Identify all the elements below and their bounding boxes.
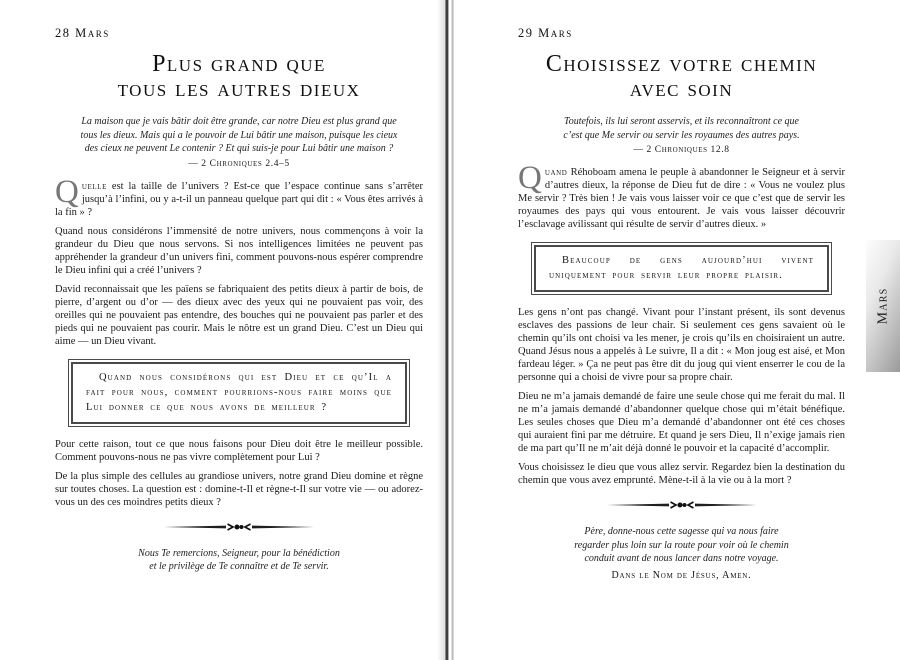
body-copy-left xyxy=(55,173,423,348)
epigraph-line: tous les dieux. Mais qui a le pouvoir de Lui bâtir une maison, puisque les cieux xyxy=(80,129,398,141)
pull-quote-inner-border xyxy=(534,245,829,292)
prayer-line: regarder plus loin sur la route pour voir où le chemin xyxy=(574,539,789,551)
title-line: Choisissez votre chemin xyxy=(545,51,818,77)
left-page xyxy=(0,0,437,660)
page-title-left xyxy=(55,52,423,102)
closing-prayer-right xyxy=(518,525,845,566)
epigraph-line: c’est que Me servir ou servir les royaumes des autres pays. xyxy=(563,129,800,141)
pull-quote-box-left xyxy=(68,359,410,427)
month-tab-label: Mars xyxy=(875,287,891,325)
body-copy-right xyxy=(518,160,845,231)
dropcap-letter: Q xyxy=(55,173,79,210)
opening-paragraph xyxy=(518,160,845,231)
opening-paragraph xyxy=(55,173,423,219)
epigraph-line: Toutefois, ils lui seront asservis, et ils reconnaîtront ce que xyxy=(564,116,799,127)
opening-text: est la taille de l’univers ? Est-ce que l’espace continue sans s’arrêter jusqu’à l’infini, ou y a-t-il un panneau quelque part qui dit : « Vous êtes arrivés à la fin » ? xyxy=(55,180,423,218)
prayer-line: conduit avant de nous lancer dans notre voyage. xyxy=(584,553,779,564)
paragraph: Vous choisissez le dieu que vous allez servir. Regardez bien la destination du chemin que vous avez emprunté. Mène-t-il à la vie ou à la mort ? xyxy=(518,462,845,486)
epigraph-line: des cieux ne peuvent Le contenir ? Et qui suis-je pour Lui bâtir une maison ? xyxy=(84,143,394,154)
pull-quote-text: Quand nous considérons qui est Dieu et ce qu’Il a fait pour nous, comment pourrions-nous faire moins que Lui donner ce que nous avons de meilleur ? xyxy=(86,371,392,413)
opening-text: Réhoboam amena le peuple à abandonner le Seigneur et à servir d’autres dieux, la réponse de Dieu fut de dire : « Vous ne voulez plus Me servir ? Très bien ! Je vais vous laisser voir ce que c’est que de servir les royaumes des pays qui vous entourent. Je vais vous laisser découvrir l’esclavage avilissant qui résulte de servir d’autres dieux. » xyxy=(518,167,845,230)
paragraph: Pour cette raison, tout ce que nous faisons pour Dieu doit être le meilleur possible. Comment pouvons-nous ne pas vivre complètement pour Lui ? xyxy=(55,438,423,463)
book-spine-gutter xyxy=(437,0,455,660)
pull-quote-text: Beaucoup de gens aujourd’hui vivent uniquement pour servir leur propre plaisir. xyxy=(549,255,814,281)
closing-prayer-left xyxy=(55,547,423,574)
scripture-reference-right: — 2 Chroniques 12.8 xyxy=(633,145,730,155)
prayer-line: et le privilège de Te connaître et de Te servir. xyxy=(149,561,329,572)
title-line: tous les autres dieux xyxy=(117,76,361,102)
paragraph: David reconnaissait que les païens se fabriquaient des petits dieux à partir de bois, de pierre, d’argent ou d’or — des dieux avec des yeux qui ne pouvaient pas voir, des oreilles qui ne pouvaient pas entendre, des bouches qui ne pouvaient pas parler et des pieds qui ne pouvaient pas courir. Mais le nôtre est un grand Dieu. C’est un Dieu qui aime — un Dieu vivant. xyxy=(55,283,423,347)
month-tab xyxy=(866,240,900,372)
paragraph: Quand nous considérons l’immensité de notre univers, nous commençons à voir la grandeur du Dieu que nous servons. Si nos intelligences limitées ne peuvent pas appréhender la grandeur d’un univers fini, comment pouvons-nous espérer comprendre le Dieu infini qui a créé l’univers ? xyxy=(55,225,423,276)
paragraph: Dieu ne m’a jamais demandé de faire une seule chose qui me ferait du mal. Il ne m’a jamais demandé d’abandonner quelque chose qui m’était bénéfique. Les seules choses que Dieu m’a demandé d’abandonner ont été ces choses qui auraient fini par me détruire. Et quand je sers Dieu, Il n’exige jamais rien de ma part qu’Il ne m’ait déjà donné le pouvoir et la capacité d’accomplir. xyxy=(518,391,845,454)
pull-quote-box-right xyxy=(531,242,832,295)
paragraph: Les gens n’ont pas changé. Vivant pour l’instant présent, ils sont devenus esclaves des passions de leur chair. Si seulement ces gens savaient où le chemin qu’ils ont choisi va les mener, je crois qu’ils en choisiraient un autre. Quand Jésus nous a appelés à Le suivre, Il a dit : « Mon joug est aisé, et Mon fardeau léger. » Ça ne peut pas être dit du joug qui vient enserrer le cou de la personne qui a choisi de vivre pour sa propre chair. xyxy=(518,307,845,383)
divider-ornament-icon xyxy=(164,522,314,532)
dropcap-letter: Q xyxy=(518,160,542,196)
date-heading-right: 29 Mars xyxy=(518,26,573,40)
body-copy-left-after xyxy=(55,438,423,509)
lead-small-caps: uand xyxy=(544,167,568,178)
prayer-closing-line: Dans le Nom de Jésus, Amen. xyxy=(611,569,752,581)
scripture-epigraph-left xyxy=(55,115,423,156)
divider-ornament-icon xyxy=(607,500,757,510)
pull-quote-inner-border xyxy=(71,362,407,424)
epigraph-line: La maison que je vais bâtir doit être grande, car notre Dieu est plus grand que xyxy=(81,116,397,127)
right-page xyxy=(455,0,900,660)
title-line: avec soin xyxy=(629,76,734,102)
prayer-line: Nous Te remercions, Seigneur, pour la bénédiction xyxy=(138,547,340,559)
body-copy-right-after xyxy=(518,306,845,487)
scripture-reference-left: — 2 Chroniques 2.4–5 xyxy=(188,158,290,169)
date-heading-left: 28 Mars xyxy=(55,26,110,40)
prayer-line: Père, donne-nous cette sagesse qui va nous faire xyxy=(584,526,779,537)
title-line: Plus grand que xyxy=(152,51,326,77)
scripture-epigraph-right xyxy=(518,115,845,142)
paragraph: De la plus simple des cellules au grandiose univers, notre grand Dieu domine et règne sur toutes choses. La question est : domine-t-Il et règne-t-Il sur votre vie — ou adorez-vous un des ces moindres petits dieux ? xyxy=(55,470,423,508)
lead-small-caps: uelle xyxy=(81,180,108,192)
page-title-right xyxy=(518,52,845,102)
